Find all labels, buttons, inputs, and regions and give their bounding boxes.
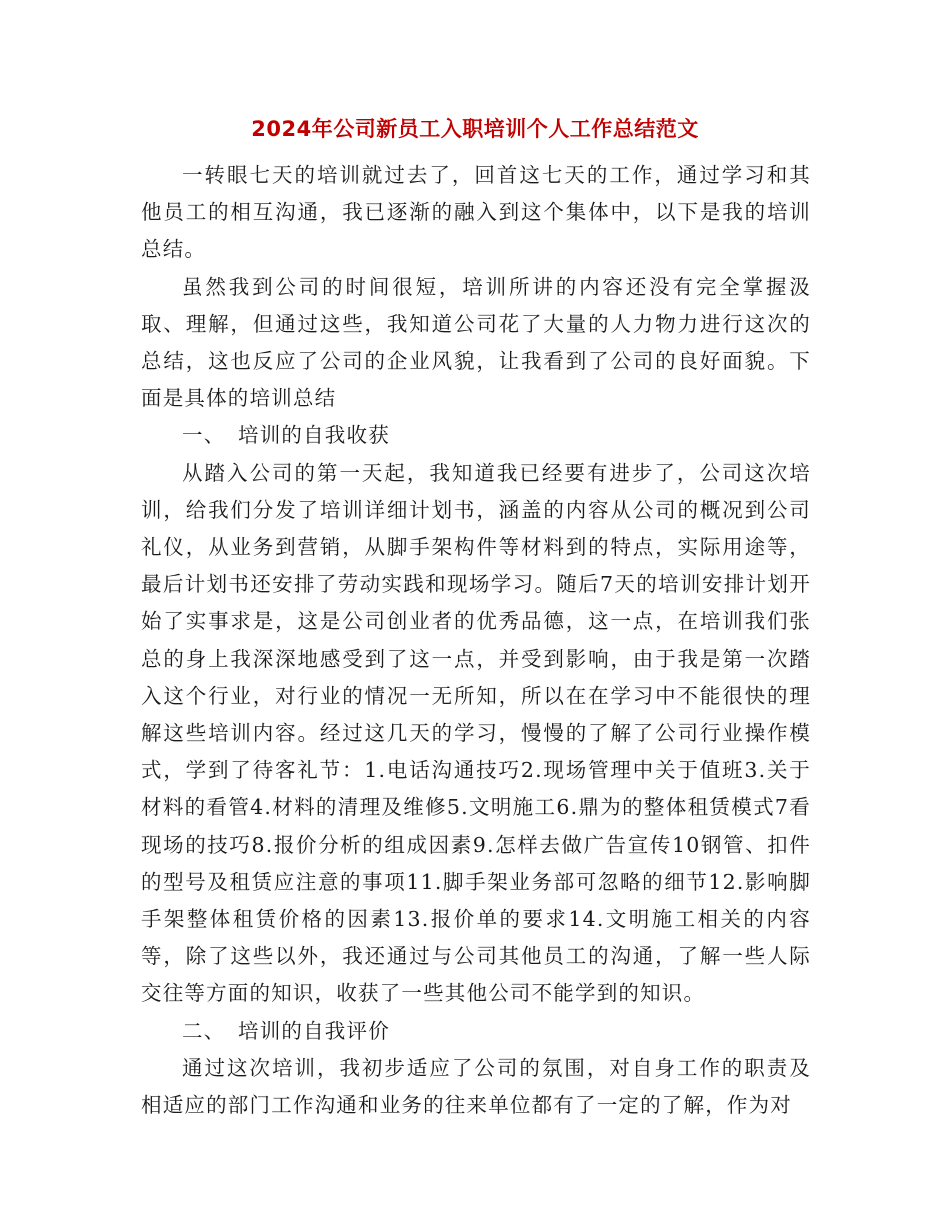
- section-heading-2-text: 培训的自我评价: [238, 1018, 390, 1043]
- document-title: 2024年公司新员工入职培训个人工作总结范文: [251, 117, 699, 141]
- document-body: [141, 157, 811, 1124]
- section-heading-1-text: 培训的自我收获: [238, 423, 390, 448]
- paragraph-intro: 一转眼七天的培训就过去了，回首这七天的工作，通过学习和其他员工的相互沟通，我已逐渐的融入到这个集体中，以下是我的培训总结。: [141, 163, 811, 262]
- section-heading-2-number: 二、: [182, 1018, 226, 1043]
- section-heading-1: [141, 417, 811, 454]
- paragraph-gains: 从踏入公司的第一天起，我知道我已经要有进步了，公司这次培训，给我们分发了培训详细计划书，涵盖的内容从公司的概况到公司礼仪，从业务到营销，从脚手架构件等材料到的特点，实际用途等，最后计划书还安排了劳动实践和现场学习。随后7天的培训安排计划开始了实事求是，这是公司创业者的优秀品德，这一点，在培训我们张总的身上我深深地感受到了这一点，并受到影响，由于我是第一次踏入这个行业，对行业的情况一无所知，所以在在学习中不能很快的理解这些培训内容。经过这几天的学习，慢慢的了解了公司行业操作模式，学到了待客礼节：1.电话沟通技巧2.现场管理中关于值班3.关于材料的看管4.材料的清理及维修5.文明施工6.鼎为的整体租赁模式7看现场的技巧8.报价分析的组成因素9.怎样去做广告宣传10钢管、扣件的型号及租赁应注意的事项11.脚手架业务部可忽略的细节12.影响脚手架整体租赁价格的因素13.报价单的要求14.文明施工相关的内容等，除了这些以外，我还通过与公司其他员工的沟通，了解一些人际交往等方面的知识，收获了一些其他公司不能学到的知识。: [141, 460, 811, 1006]
- paragraph-overview: 虽然我到公司的时间很短，培训所讲的内容还没有完全掌握汲取、理解，但通过这些，我知道公司花了大量的人力物力进行这次的总结，这也反应了公司的企业风貌，让我看到了公司的良好面貌。下面是具体的培训总结: [141, 274, 811, 411]
- section-heading-1-number: 一、: [182, 423, 226, 448]
- section-heading-2: [141, 1013, 811, 1050]
- paragraph-evaluation: 通过这次培训，我初步适应了公司的氛围，对自身工作的职责及相适应的部门工作沟通和业务的往来单位都有了一定的了解，作为对: [141, 1055, 811, 1118]
